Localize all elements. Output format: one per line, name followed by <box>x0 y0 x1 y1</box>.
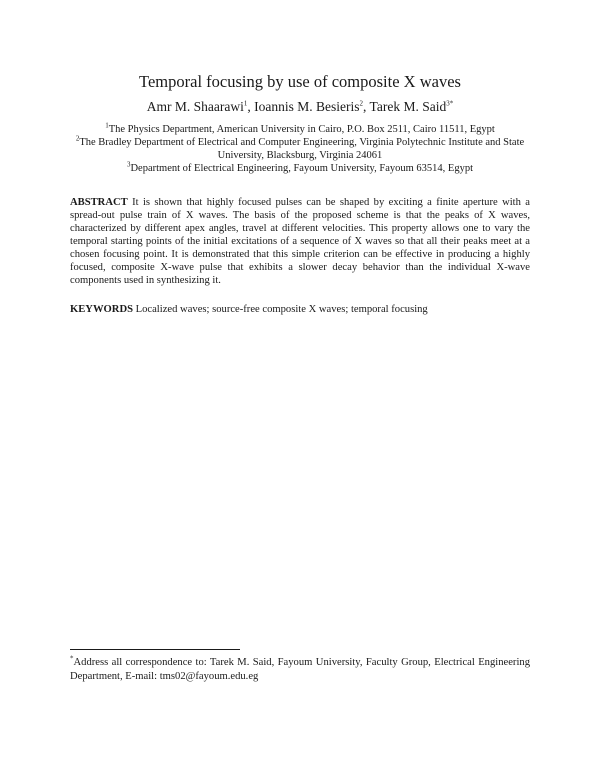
affiliation-list <box>70 123 530 175</box>
affiliation-mark: 3 <box>126 160 131 169</box>
affiliation-text: The Bradley Department of Electrical and Computer Engineering, Virginia Polytechnic Institute and State University, Blacksburg, Virginia 24061 <box>79 137 525 161</box>
author-affiliation-mark: 1 <box>243 99 248 108</box>
keywords <box>70 303 530 316</box>
author-list <box>60 98 540 116</box>
affiliation-text: Department of Electrical Engineering, Fayoum University, Fayoum 63514, Egypt <box>130 163 474 174</box>
affiliation-mark: 1 <box>105 121 109 130</box>
author-name: Tarek M. Said <box>369 99 447 114</box>
affiliation <box>70 123 530 136</box>
footnote-divider <box>70 649 240 650</box>
author-name: Ioannis M. Besieris <box>254 99 360 114</box>
author-affiliation-mark: 3* <box>446 99 454 108</box>
affiliation-mark: 2 <box>75 134 80 143</box>
author-separator: , <box>363 99 370 114</box>
abstract-text: It is shown that highly focused pulses can be shaped by exciting a finite aperture with a spread-out pulse train of X waves. The basis of the proposed scheme is that the peaks of X waves, characterized by different apex angles, travel at different velocities. This property allows one to vary the temporal starting points of the initial excitations of a sequence of X waves so that all their peaks meet at a chosen focusing point. It is demonstrated that this simple criterion can be effective in producing a highly focused, composite X-wave pulse that exhibits a slower decay behavior than the individual X-wave components used in synthesizing it. <box>70 197 530 286</box>
abstract-label: ABSTRACT <box>70 197 128 208</box>
affiliation <box>70 162 530 175</box>
abstract <box>70 196 530 287</box>
paper-title: Temporal focusing by use of composite X waves <box>139 72 461 91</box>
author-name: Amr M. Shaarawi <box>146 99 244 114</box>
footnote-text: Address all correspondence to: Tarek M. Said, Fayoum University, Faculty Group, Electrical Engineering Department, E-mail: tms02@fayoum.edu.eg <box>70 657 530 682</box>
keywords-label: KEYWORDS <box>70 304 133 315</box>
author-affiliation-mark: 2 <box>359 99 364 108</box>
footnote <box>70 656 530 684</box>
affiliation <box>70 136 530 162</box>
footnote-mark: * <box>70 654 74 663</box>
keywords-text: Localized waves; source-free composite X waves; temporal focusing <box>132 304 428 315</box>
author-separator: , <box>247 99 255 114</box>
affiliation-text: The Physics Department, American University in Cairo, P.O. Box 2511, Cairo 11511, Egypt <box>108 124 495 135</box>
